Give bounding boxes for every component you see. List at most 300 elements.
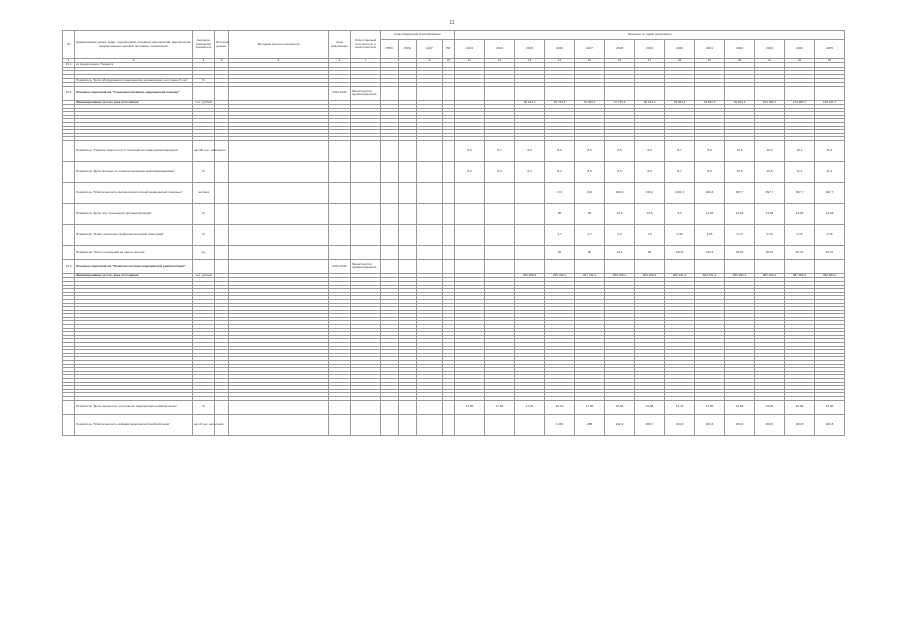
table-cell <box>351 400 381 414</box>
header-year: 2021 <box>695 40 725 59</box>
table-cell: 103 946,7 <box>755 100 785 104</box>
table-cell <box>399 414 417 435</box>
table-cell: 8,7 <box>665 161 695 182</box>
table-cell: Показатель "Обеспеченность высокотехнологичной медицинской помощью" <box>75 182 193 203</box>
table-cell: ед. <box>193 245 215 259</box>
column-number: 22 <box>785 59 815 63</box>
column-number: 7 <box>351 59 381 63</box>
table-cell: 1 281 <box>545 414 575 435</box>
table-cell <box>417 259 443 273</box>
table-cell: 304,6 <box>695 414 725 435</box>
table-cell <box>215 259 229 273</box>
table-cell <box>417 203 443 224</box>
table-cell: 312,8 <box>665 245 695 259</box>
table-cell: 10,6 <box>755 140 785 161</box>
table-cell: 13,50 <box>455 400 485 414</box>
column-number: 6 <box>329 59 351 63</box>
table-cell: 11,2 <box>785 161 815 182</box>
column-number: 19 <box>695 59 725 63</box>
table-cell <box>381 224 399 245</box>
table-cell <box>545 86 575 100</box>
table-cell <box>399 259 417 273</box>
header-csr: ЦСР <box>417 40 443 59</box>
column-number: 15 <box>575 59 605 63</box>
table-cell: Показатель "Доля лиц, прошедших диспансеризацию" <box>75 203 193 224</box>
table-cell: 14,50 <box>725 400 755 414</box>
table-cell: 11,3 <box>815 140 845 161</box>
table-row <box>63 259 845 273</box>
table-cell <box>381 182 399 203</box>
table-cell <box>443 203 455 224</box>
table-cell: 120 680,7 <box>785 100 815 104</box>
table-cell: % <box>193 224 215 245</box>
table-cell <box>665 259 695 273</box>
header-grbs: ГРБС <box>381 40 399 59</box>
table-cell: Показатель "Охват населения профилактическими осмотрами" <box>75 224 193 245</box>
table-cell <box>215 182 229 203</box>
table-cell: 8,6 <box>455 140 485 161</box>
table-cell <box>635 259 665 273</box>
table-cell: 95 723,6 <box>545 100 575 104</box>
table-cell: 10,6 <box>725 161 755 182</box>
table-cell: Показатель "Доля больных со злокачественными новообразованиями" <box>75 161 193 182</box>
table-cell: 1,6 <box>635 224 665 245</box>
column-number: 21 <box>755 59 785 63</box>
table-row <box>63 86 845 100</box>
table-cell: 17,30 <box>515 400 545 414</box>
table-cell <box>399 224 417 245</box>
table-cell <box>63 400 75 414</box>
column-number: 13 <box>515 59 545 63</box>
table-cell <box>63 140 75 161</box>
header-unit: Единица измерения показателя <box>193 31 215 59</box>
table-cell <box>329 245 351 259</box>
table-cell: 0,79 <box>785 224 815 245</box>
table-cell <box>455 414 485 435</box>
table-cell <box>63 182 75 203</box>
table-cell: 36 013,3 <box>635 100 665 104</box>
table-cell <box>515 259 545 273</box>
table-cell: 16,98 <box>635 400 665 414</box>
table-cell <box>417 182 443 203</box>
table-cell: 326,0 <box>605 182 635 203</box>
header-year: 2014 <box>485 40 515 59</box>
table-cell: 242,2 <box>605 414 635 435</box>
table-cell <box>329 224 351 245</box>
table-cell <box>229 182 329 203</box>
table-cell: тыс. рублей <box>193 100 215 104</box>
table-cell: Показатель "Доля оборудования в медицинских организациях, не старше 5 лет" <box>75 78 193 82</box>
table-cell <box>443 259 455 273</box>
table-cell <box>229 245 329 259</box>
table-cell: 953 015,2 <box>605 273 635 277</box>
table-cell <box>695 86 725 100</box>
table-cell <box>329 140 351 161</box>
column-number: 11 <box>455 59 485 63</box>
table-cell <box>351 224 381 245</box>
column-number: 14 <box>545 59 575 63</box>
table-cell: 9,6 <box>665 203 695 224</box>
table-cell <box>229 140 329 161</box>
header-year: 2025 <box>815 40 845 59</box>
table-cell <box>229 414 329 435</box>
table-cell <box>329 182 351 203</box>
table-cell <box>381 259 399 273</box>
table-cell <box>399 161 417 182</box>
header-method: Методика расчета показателя <box>229 31 329 59</box>
table-cell: 15.2 <box>63 86 75 100</box>
table-cell: 987 009,3 <box>785 273 815 277</box>
header-year: 2015 <box>515 40 545 59</box>
table-cell: 822 701,3 <box>695 273 725 277</box>
table-cell: 16,30 <box>815 400 845 414</box>
table-cell: Показатель "Число посещений на одного жителя" <box>75 245 193 259</box>
table-cell <box>755 86 785 100</box>
table-cell <box>485 414 515 435</box>
table-cell: 0,45 <box>665 224 695 245</box>
table-cell: 174 <box>545 182 575 203</box>
table-cell: 17,00 <box>575 400 605 414</box>
table-cell: 312,5 <box>695 245 725 259</box>
header-period: Срок реализации <box>329 31 351 59</box>
table-cell <box>515 245 545 259</box>
table-cell: 15.3 <box>63 259 75 273</box>
table-cell: 14,83 <box>755 203 785 224</box>
table-cell: 313,6 <box>665 414 695 435</box>
table-cell <box>193 86 215 100</box>
table-cell: 37 770,6 <box>605 100 635 104</box>
table-cell: 944,6 <box>695 182 725 203</box>
table-cell: 8,6 <box>515 140 545 161</box>
table-cell: Министерство здравоохранения <box>351 259 381 273</box>
table-cell <box>329 400 351 414</box>
table-cell <box>515 414 545 435</box>
table-cell <box>485 245 515 259</box>
table-cell: из федерального бюджета <box>75 63 193 67</box>
table-cell: 8,6 <box>545 140 575 161</box>
table-cell <box>485 86 515 100</box>
table-row <box>63 140 845 161</box>
table-cell: 8,7 <box>485 140 515 161</box>
table-cell <box>417 414 443 435</box>
table-cell <box>351 140 381 161</box>
table-cell: 30,07 <box>725 245 755 259</box>
table-cell <box>485 182 515 203</box>
table-cell: 30,07 <box>755 245 785 259</box>
table-cell <box>605 86 635 100</box>
table-cell: 303,8 <box>785 414 815 435</box>
table-cell: 397 762,1 <box>575 273 605 277</box>
table-cell: Финансирование за счет всех источников <box>75 273 193 277</box>
header-year: 2013 <box>455 40 485 59</box>
table-cell: 288 <box>575 414 605 435</box>
header-budget-code: Коды бюджетной классификации <box>381 31 455 40</box>
table-cell: 1311,3 <box>665 182 695 203</box>
table-cell: 987 009,3 <box>755 273 785 277</box>
table-cell: 2,7 <box>575 224 605 245</box>
table-cell <box>635 86 665 100</box>
table-cell: % <box>193 161 215 182</box>
table-cell <box>515 203 545 224</box>
table-cell <box>351 203 381 224</box>
table-cell <box>399 86 417 100</box>
table-cell: 312 <box>575 182 605 203</box>
table-cell: 934 100,3 <box>635 273 665 277</box>
table-cell <box>485 203 515 224</box>
table-row <box>63 245 845 259</box>
table-cell <box>417 161 443 182</box>
table-cell: Министерство здравоохранения <box>351 86 381 100</box>
table-cell <box>443 224 455 245</box>
table-cell <box>815 86 845 100</box>
table-cell <box>63 203 75 224</box>
table-cell: Финансирование за счет всех источников <box>75 100 193 104</box>
table-cell: 2,2 <box>605 224 635 245</box>
table-cell <box>443 140 455 161</box>
table-cell: 0,79 <box>815 224 845 245</box>
table-cell <box>215 245 229 259</box>
table-cell <box>455 259 485 273</box>
table-cell: % <box>193 203 215 224</box>
table-cell <box>515 224 545 245</box>
table-cell: 393 488,3 <box>515 273 545 277</box>
table-cell: 997,7 <box>815 182 845 203</box>
table-cell: 965 231,3 <box>665 273 695 277</box>
table-cell: 8,5 <box>635 140 665 161</box>
table-cell: 34 590,5 <box>695 100 725 104</box>
column-number: 4 <box>215 59 229 63</box>
table-cell <box>443 245 455 259</box>
table-cell <box>229 259 329 273</box>
table-cell <box>381 140 399 161</box>
table-cell <box>351 414 381 435</box>
table-cell <box>63 245 75 259</box>
table-cell <box>229 203 329 224</box>
table-cell <box>725 86 755 100</box>
table-cell: 2,7 <box>545 224 575 245</box>
table-cell: % <box>193 400 215 414</box>
table-cell <box>381 203 399 224</box>
table-cell <box>399 245 417 259</box>
table-cell: 17,00 <box>485 400 515 414</box>
table-cell <box>575 259 605 273</box>
table-cell <box>381 86 399 100</box>
table-cell <box>381 400 399 414</box>
table-cell <box>193 259 215 273</box>
table-row <box>63 400 845 414</box>
header-year: 2024 <box>785 40 815 59</box>
header-year: 2023 <box>755 40 785 59</box>
header-name: Наименование целей, задач, подпрограмм, основных мероприятий, мероприятий, ведомственных целевых программ, показателей <box>75 31 193 59</box>
header-responsible: Ответственный исполнитель и соисполнители <box>351 31 381 59</box>
table-cell: 8,9 <box>695 140 725 161</box>
table-cell: 495 790,2 <box>545 273 575 277</box>
table-cell <box>399 400 417 414</box>
table-cell <box>63 224 75 245</box>
table-cell <box>351 161 381 182</box>
table-cell: 8,5 <box>605 140 635 161</box>
table-cell: 30 <box>635 245 665 259</box>
table-cell: 2014-2025 <box>329 259 351 273</box>
table-cell: человек <box>193 182 215 203</box>
column-number: 23 <box>815 59 845 63</box>
column-number: 5 <box>229 59 329 63</box>
column-number: 12 <box>485 59 515 63</box>
table-cell <box>515 182 545 203</box>
table-cell: 30,07 <box>785 245 815 259</box>
table-cell <box>351 245 381 259</box>
table-cell <box>229 224 329 245</box>
table-cell: 13,6 <box>635 203 665 224</box>
table-cell: 8,5 <box>635 161 665 182</box>
table-cell <box>215 224 229 245</box>
table-cell: 305,7 <box>635 414 665 435</box>
table-cell: 14,5 <box>605 203 635 224</box>
table-cell <box>785 86 815 100</box>
table-cell: 39 829,4 <box>725 100 755 104</box>
table-cell: 99 <box>575 203 605 224</box>
table-cell: 839 993,4 <box>725 273 755 277</box>
table-cell <box>485 259 515 273</box>
table-cell: Основное мероприятие "Развитие системы медицинской реабилитации" <box>75 259 193 273</box>
table-cell: 11,3 <box>815 161 845 182</box>
page-number: 11 <box>449 20 455 26</box>
table-cell <box>229 86 329 100</box>
table-row <box>63 224 845 245</box>
table-cell <box>417 224 443 245</box>
table-cell: 95 223,5 <box>515 100 545 104</box>
table-cell: 23,10 <box>545 400 575 414</box>
table-cell <box>63 414 75 435</box>
table-cell <box>399 203 417 224</box>
table-cell <box>215 203 229 224</box>
table-cell <box>785 259 815 273</box>
table-cell: 8,9 <box>695 161 725 182</box>
column-number: 2 <box>75 59 193 63</box>
table-cell: 997,7 <box>785 182 815 203</box>
table-row <box>63 182 845 203</box>
table-cell: 18,00 <box>605 400 635 414</box>
table-cell: 998 983,2 <box>815 273 845 277</box>
table-cell <box>695 259 725 273</box>
table-cell <box>229 400 329 414</box>
table-cell <box>485 224 515 245</box>
header-year: 2019 <box>635 40 665 59</box>
table-row <box>63 414 845 435</box>
table-cell: 8,5 <box>575 140 605 161</box>
table-cell <box>215 400 229 414</box>
table-row <box>63 161 845 182</box>
table-cell <box>215 86 229 100</box>
table-cell: 148 241,7 <box>815 100 845 104</box>
table-cell <box>443 161 455 182</box>
table-cell: 95 <box>545 203 575 224</box>
table-cell <box>329 414 351 435</box>
table-cell: 4,06 <box>695 224 725 245</box>
table-cell <box>417 140 443 161</box>
table-cell: 30 <box>575 245 605 259</box>
header-year: 2020 <box>665 40 695 59</box>
table-cell <box>443 414 455 435</box>
header-vr: ВР <box>443 40 455 59</box>
table-cell <box>455 203 485 224</box>
table-header-row <box>63 31 845 40</box>
table-cell <box>417 86 443 100</box>
table-cell <box>381 414 399 435</box>
table-cell: 16,30 <box>785 400 815 414</box>
table-cell: 70 000,4 <box>575 100 605 104</box>
table-cell <box>455 224 485 245</box>
column-number: 18 <box>665 59 695 63</box>
table-cell <box>329 203 351 224</box>
header-year: 2022 <box>725 40 755 59</box>
table-cell <box>815 259 845 273</box>
table-cell: 14,93 <box>785 203 815 224</box>
table-cell: 11,03 <box>695 203 725 224</box>
table-cell: Основное мероприятие "Совершенствование медицинской помощи" <box>75 86 193 100</box>
column-number: 3 <box>193 59 215 63</box>
table-cell: 16,00 <box>755 400 785 414</box>
column-number: 8 <box>381 59 417 63</box>
table-cell: 333,0 <box>635 182 665 203</box>
table-cell: 8,5 <box>575 161 605 182</box>
table-cell: 303,5 <box>755 414 785 435</box>
header-num: № <box>63 31 75 59</box>
table-cell: % <box>193 78 215 82</box>
table-cell: на 10 тыс. населения <box>193 414 215 435</box>
table-cell: 10,6 <box>755 161 785 182</box>
table-row <box>63 203 845 224</box>
table-cell: 997,7 <box>755 182 785 203</box>
table-cell <box>381 245 399 259</box>
table-cell <box>545 259 575 273</box>
column-number: 20 <box>725 59 755 63</box>
table-cell: Показатель "Уровень смертности от болезней системы кровообращения" <box>75 140 193 161</box>
table-cell: 30,07 <box>815 245 845 259</box>
table-cell: 8,2 <box>515 161 545 182</box>
table-cell <box>605 259 635 273</box>
table-cell <box>665 86 695 100</box>
table-cell: 10,2 <box>785 140 815 161</box>
table-cell <box>755 259 785 273</box>
table-cell: 304,6 <box>725 414 755 435</box>
table-cell: тыс. рублей <box>193 273 215 277</box>
table-cell: 8,3 <box>545 161 575 182</box>
column-number: 17 <box>635 59 665 63</box>
table-cell <box>515 86 545 100</box>
table-cell <box>725 259 755 273</box>
table-cell <box>215 161 229 182</box>
table-cell <box>443 182 455 203</box>
table-cell <box>417 245 443 259</box>
table-cell <box>455 86 485 100</box>
table-cell: 14,63 <box>725 203 755 224</box>
table-cell: 22,4 <box>605 245 635 259</box>
column-number: 10 <box>443 59 455 63</box>
table-cell: 0,79 <box>755 224 785 245</box>
table-cell <box>455 182 485 203</box>
table-cell <box>455 245 485 259</box>
table-cell <box>575 86 605 100</box>
column-number: 9 <box>417 59 443 63</box>
header-year: 2016 <box>545 40 575 59</box>
table-cell: 8,2 <box>455 161 485 182</box>
table-cell: на 100 тыс. населения <box>193 140 215 161</box>
table-cell: 8,3 <box>485 161 515 182</box>
table-cell <box>63 161 75 182</box>
header-source: Источник данных <box>215 31 229 59</box>
table-cell: 2013-2025 <box>329 86 351 100</box>
